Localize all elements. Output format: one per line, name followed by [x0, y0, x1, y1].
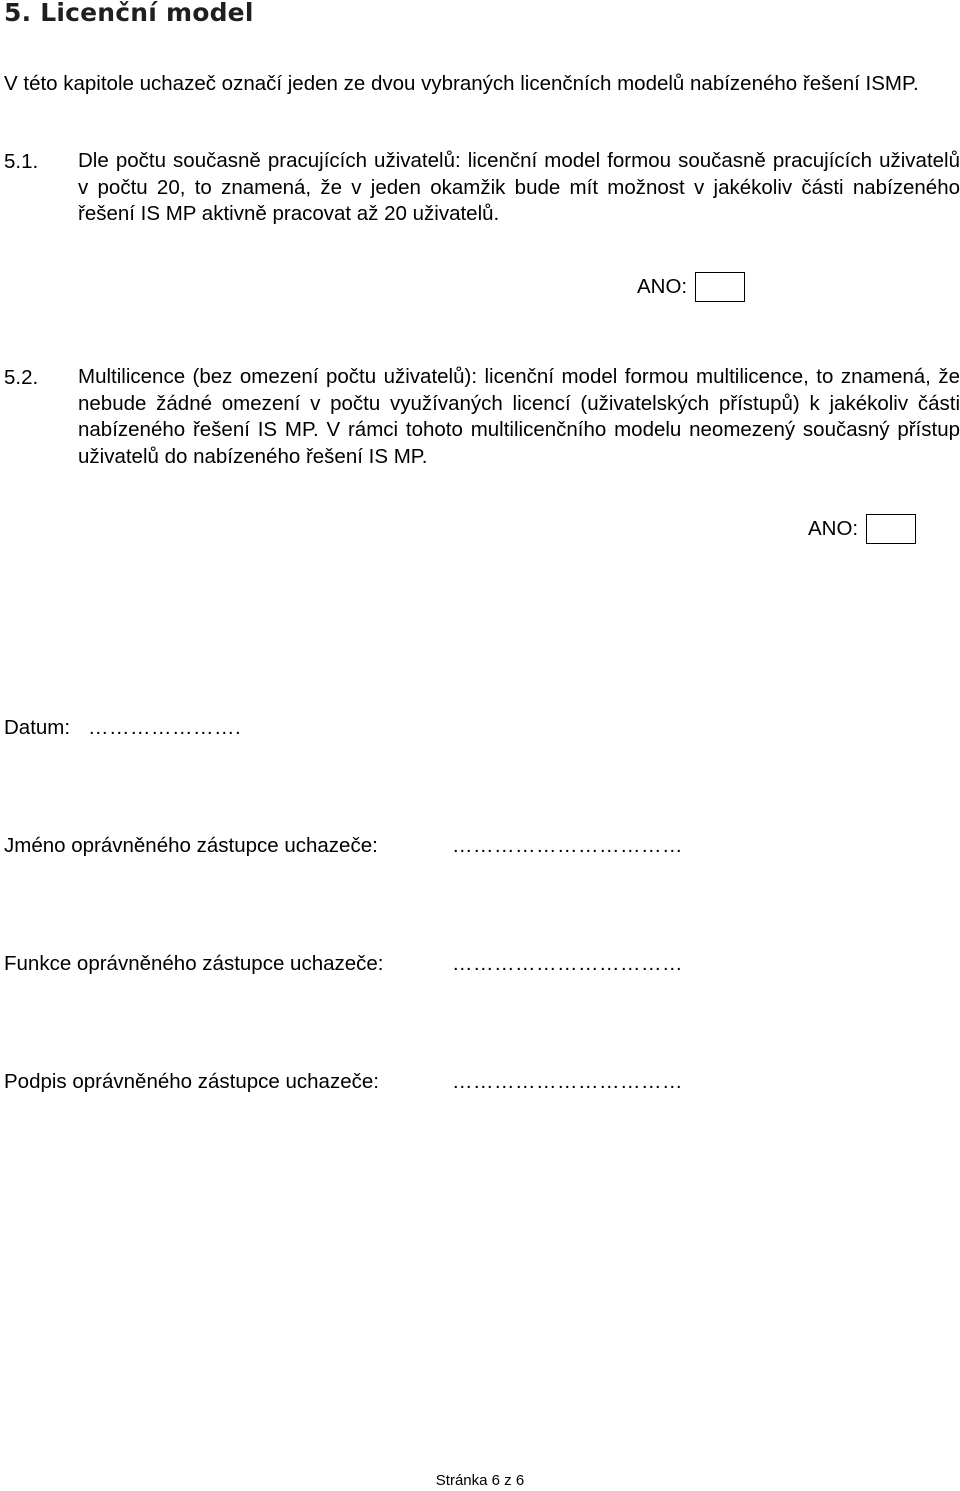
- ano-option-5-1: [637, 272, 745, 302]
- funkce-label: Funkce oprávněného zástupce uchazeče:: [4, 952, 384, 975]
- page-title: 5. Licenční model: [4, 0, 254, 27]
- ano-option-5-2: [808, 514, 916, 544]
- datum-field[interactable]: ………………….: [88, 716, 242, 739]
- podpis-label: Podpis oprávněného zástupce uchazeče:: [4, 1070, 379, 1093]
- intro-paragraph: V této kapitole uchazeč označí jeden ze dvou vybraných licenčních modelů nabízeného řešení ISMP.: [4, 72, 919, 95]
- datum-label: Datum:: [4, 716, 71, 739]
- section-text-5-2: Multilicence (bez omezení počtu uživatelů): licenční model formou multilicence, to znamená, že nebude žádné omezení v počtu využívaných licencí (uživatelských přístupů) k jakékoliv části nabízeného řešení IS MP. V rámci tohoto multilicenčního modelu neomezený současný přístup uživatelů do nabízeného řešení IS MP.: [78, 365, 960, 468]
- ano-label-5-1: ANO:: [637, 275, 688, 298]
- jmeno-label: Jméno oprávněného zástupce uchazeče:: [4, 834, 378, 857]
- jmeno-field[interactable]: ……………………………: [452, 834, 683, 857]
- page-footer: Stránka 6 z 6: [435, 1472, 525, 1489]
- funkce-field[interactable]: ……………………………: [452, 952, 683, 975]
- ano-checkbox-5-2[interactable]: [866, 514, 916, 544]
- ano-checkbox-5-1[interactable]: [695, 272, 745, 302]
- section-text-5-1: Dle počtu současně pracujících uživatelů: licenční model formou současně pracujících uživatelů v počtu 20, to znamená, že v jeden okamžik bude mít možnost v jakékoliv části nabízeného řešení IS MP aktivně pracovat až 20 uživatelů.: [78, 149, 960, 225]
- podpis-field[interactable]: ……………………………: [452, 1070, 683, 1093]
- section-number-5-1: 5.1.: [4, 150, 39, 173]
- ano-label-5-2: ANO:: [808, 517, 859, 540]
- section-number-5-2: 5.2.: [4, 366, 39, 389]
